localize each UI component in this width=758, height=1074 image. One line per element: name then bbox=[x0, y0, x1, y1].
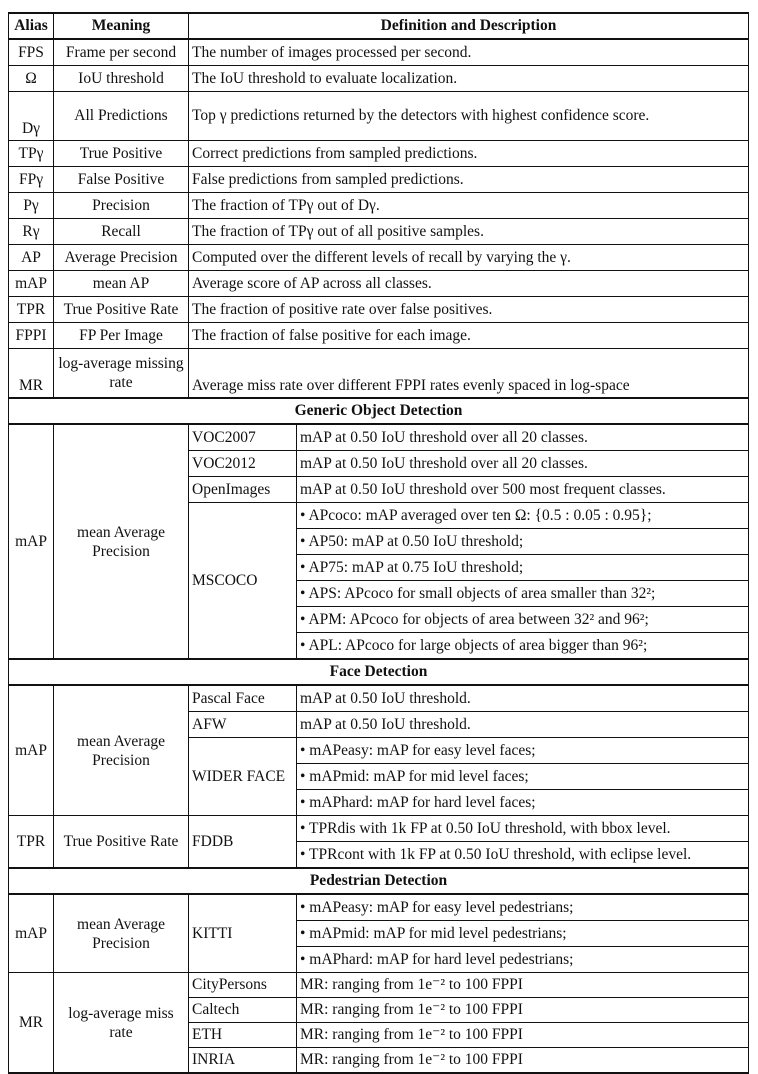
glossary-meaning: Precision bbox=[54, 193, 189, 219]
dataset-cell-mscoco: MSCOCO bbox=[189, 503, 297, 660]
glossary-alias: FPS bbox=[9, 39, 54, 66]
glossary-definition: The fraction of false positive for each image. bbox=[189, 323, 749, 349]
glossary-definition: Average miss rate over different FPPI rates evenly spaced in log-space bbox=[189, 349, 749, 399]
glossary-alias: AP bbox=[9, 245, 54, 271]
section-title-generic: Generic Object Detection bbox=[9, 398, 749, 424]
glossary-alias: mAP bbox=[9, 271, 54, 297]
header-meaning: Meaning bbox=[54, 13, 189, 39]
glossary-definition: The fraction of TPγ out of all positive samples. bbox=[189, 219, 749, 245]
bullet-item: • TPRdis with 1k FP at 0.50 IoU threshold, with bbox level. bbox=[297, 816, 749, 842]
glossary-section bbox=[9, 39, 749, 398]
glossary-meaning: True Positive Rate bbox=[54, 297, 189, 323]
glossary-definition: The IoU threshold to evaluate localization. bbox=[189, 66, 749, 92]
bullet-item: • APS: APcoco for small objects of area smaller than 32²; bbox=[297, 581, 749, 607]
glossary-meaning: log-average missing rate bbox=[54, 349, 189, 399]
glossary-alias: Rγ bbox=[9, 219, 54, 245]
glossary-alias: MR bbox=[9, 349, 54, 399]
face-section bbox=[9, 659, 749, 868]
bullet-item: • APcoco: mAP averaged over ten Ω: {0.5 : 0.05 : 0.95}; bbox=[297, 503, 749, 529]
dataset-cell-wider: WIDER FACE bbox=[189, 738, 297, 816]
description-cell: MR: ranging from 1e⁻² to 100 FPPI bbox=[297, 973, 749, 998]
bullet-item: • mAPeasy: mAP for easy level pedestrians; bbox=[297, 894, 749, 921]
bullet-item: • AP75: mAP at 0.75 IoU threshold; bbox=[297, 555, 749, 581]
description-cell: mAP at 0.50 IoU threshold. bbox=[297, 712, 749, 738]
bullet-item: • AP50: mAP at 0.50 IoU threshold; bbox=[297, 529, 749, 555]
glossary-row bbox=[9, 349, 749, 399]
glossary-definition: False predictions from sampled predictions. bbox=[189, 167, 749, 193]
glossary-row bbox=[9, 66, 749, 92]
description-cell: MR: ranging from 1e⁻² to 100 FPPI bbox=[297, 1048, 749, 1074]
glossary-meaning: Recall bbox=[54, 219, 189, 245]
generic-meaning: mean Average Precision bbox=[54, 424, 189, 659]
glossary-row bbox=[9, 297, 749, 323]
generic-section bbox=[9, 398, 749, 659]
bullet-item: • mAPmid: mAP for mid level faces; bbox=[297, 764, 749, 790]
dataset-cell: OpenImages bbox=[189, 477, 297, 503]
glossary-meaning: Average Precision bbox=[54, 245, 189, 271]
mr-meaning: log-average miss rate bbox=[54, 973, 189, 1074]
glossary-row bbox=[9, 219, 749, 245]
table-header bbox=[9, 13, 749, 39]
bullet-item: • TPRcont with 1k FP at 0.50 IoU threshold, with eclipse level. bbox=[297, 842, 749, 869]
glossary-meaning: True Positive bbox=[54, 141, 189, 167]
dataset-cell-fddb: FDDB bbox=[189, 816, 297, 869]
dataset-cell: AFW bbox=[189, 712, 297, 738]
dataset-cell: VOC2007 bbox=[189, 424, 297, 451]
glossary-definition: Top γ predictions returned by the detectors with highest confidence score. bbox=[189, 92, 749, 141]
bullet-item: • mAPhard: mAP for hard level pedestrians; bbox=[297, 947, 749, 973]
metrics-table bbox=[8, 12, 749, 1074]
glossary-row bbox=[9, 167, 749, 193]
glossary-row bbox=[9, 245, 749, 271]
header-definition: Definition and Description bbox=[189, 13, 749, 39]
dataset-cell: VOC2012 bbox=[189, 451, 297, 477]
glossary-row bbox=[9, 193, 749, 219]
section-title-pedestrian: Pedestrian Detection bbox=[9, 868, 749, 894]
glossary-row bbox=[9, 39, 749, 66]
bullet-item: • mAPeasy: mAP for easy level faces; bbox=[297, 738, 749, 764]
glossary-definition: The fraction of positive rate over false positives. bbox=[189, 297, 749, 323]
glossary-meaning: False Positive bbox=[54, 167, 189, 193]
glossary-row bbox=[9, 92, 749, 141]
glossary-alias: TPγ bbox=[9, 141, 54, 167]
glossary-definition: The fraction of TPγ out of Dγ. bbox=[189, 193, 749, 219]
tpr-alias: TPR bbox=[9, 816, 54, 869]
description-cell: mAP at 0.50 IoU threshold. bbox=[297, 685, 749, 712]
dataset-cell: Caltech bbox=[189, 998, 297, 1023]
glossary-alias: Dγ bbox=[9, 92, 54, 141]
dataset-cell: Pascal Face bbox=[189, 685, 297, 712]
glossary-meaning: Frame per second bbox=[54, 39, 189, 66]
glossary-definition: Correct predictions from sampled predictions. bbox=[189, 141, 749, 167]
glossary-alias: FPγ bbox=[9, 167, 54, 193]
dataset-cell-kitti: KITTI bbox=[189, 894, 297, 973]
glossary-alias: FPPI bbox=[9, 323, 54, 349]
description-cell: mAP at 0.50 IoU threshold over 500 most frequent classes. bbox=[297, 477, 749, 503]
glossary-row bbox=[9, 141, 749, 167]
header-alias: Alias bbox=[9, 13, 54, 39]
glossary-definition: Computed over the different levels of recall by varying the γ. bbox=[189, 245, 749, 271]
glossary-alias: Pγ bbox=[9, 193, 54, 219]
bullet-item: • APL: APcoco for large objects of area bigger than 96²; bbox=[297, 633, 749, 660]
bullet-item: • APM: APcoco for objects of area between 32² and 96²; bbox=[297, 607, 749, 633]
description-cell: MR: ranging from 1e⁻² to 100 FPPI bbox=[297, 1023, 749, 1048]
mr-alias: MR bbox=[9, 973, 54, 1074]
face-meaning: mean Average Precision bbox=[54, 685, 189, 816]
section-title-face: Face Detection bbox=[9, 659, 749, 685]
description-cell: MR: ranging from 1e⁻² to 100 FPPI bbox=[297, 998, 749, 1023]
bullet-item: • mAPhard: mAP for hard level faces; bbox=[297, 790, 749, 816]
glossary-alias: Ω bbox=[9, 66, 54, 92]
description-cell: mAP at 0.50 IoU threshold over all 20 classes. bbox=[297, 424, 749, 451]
glossary-row bbox=[9, 323, 749, 349]
pedestrian-meaning: mean Average Precision bbox=[54, 894, 189, 973]
glossary-alias: TPR bbox=[9, 297, 54, 323]
glossary-meaning: mean AP bbox=[54, 271, 189, 297]
dataset-cell: CityPersons bbox=[189, 973, 297, 998]
glossary-meaning: FP Per Image bbox=[54, 323, 189, 349]
face-alias: mAP bbox=[9, 685, 54, 816]
glossary-definition: The number of images processed per second. bbox=[189, 39, 749, 66]
pedestrian-alias: mAP bbox=[9, 894, 54, 973]
glossary-definition: Average score of AP across all classes. bbox=[189, 271, 749, 297]
description-cell: mAP at 0.50 IoU threshold over all 20 classes. bbox=[297, 451, 749, 477]
pedestrian-section bbox=[9, 868, 749, 1073]
dataset-cell: ETH bbox=[189, 1023, 297, 1048]
generic-alias: mAP bbox=[9, 424, 54, 659]
glossary-meaning: All Predictions bbox=[54, 92, 189, 141]
metrics-table-page bbox=[8, 12, 748, 1074]
bullet-item: • mAPmid: mAP for mid level pedestrians; bbox=[297, 921, 749, 947]
glossary-row bbox=[9, 271, 749, 297]
dataset-cell: INRIA bbox=[189, 1048, 297, 1074]
glossary-meaning: IoU threshold bbox=[54, 66, 189, 92]
tpr-meaning: True Positive Rate bbox=[54, 816, 189, 869]
